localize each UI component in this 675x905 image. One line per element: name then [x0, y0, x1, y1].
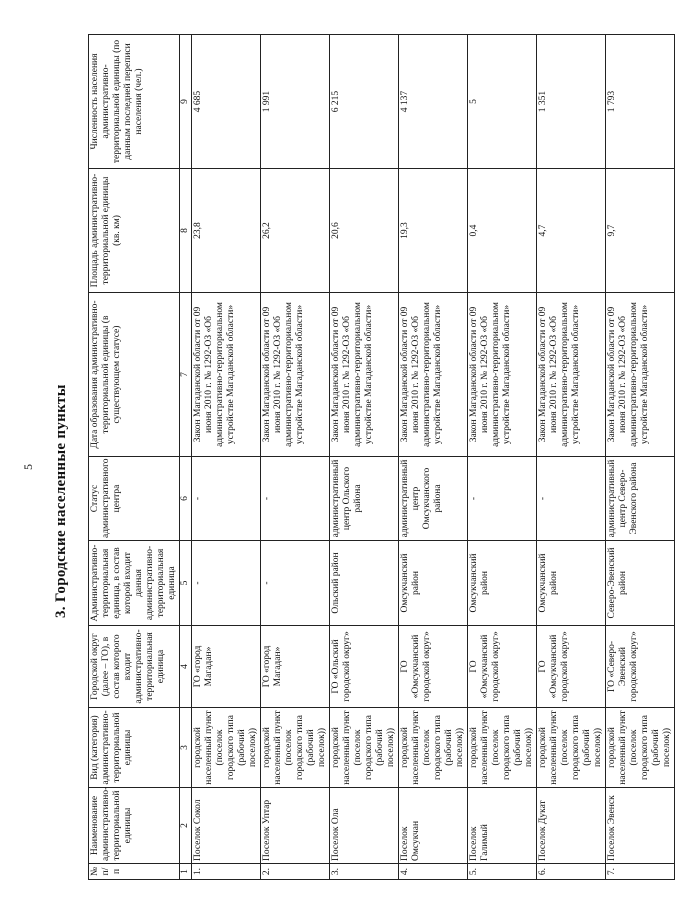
header-cell: № п/п [89, 864, 180, 880]
table-row [330, 35, 399, 880]
admin-unit: Ольский район [330, 541, 399, 626]
column-number: 2 [180, 788, 192, 864]
admin-unit: Омсукчанский район [468, 541, 537, 626]
column-number-row [180, 35, 192, 880]
row-number: 4. [399, 864, 468, 880]
population-value: 1 991 [261, 35, 330, 169]
settlement-name: Поселок Сокол [192, 788, 261, 864]
settlement-name: Поселок Ола [330, 788, 399, 864]
header-row [89, 35, 180, 880]
column-number: 5 [180, 541, 192, 626]
table-row [537, 35, 606, 880]
row-number: 2. [261, 864, 330, 880]
population-value: 6 215 [330, 35, 399, 169]
urban-district: ГО «Омсукчанский городской округ» [537, 626, 606, 708]
admin-unit: Северо-Эвенский район [606, 541, 675, 626]
header-cell: Дата образования административно-территориальной единицы (в существующем статусе) [89, 293, 180, 457]
settlement-name: Поселок Эвенск [606, 788, 675, 864]
population-value: 4 685 [192, 35, 261, 169]
column-number: 3 [180, 708, 192, 788]
formation-date: Закон Магаданской области от 09 июня 2010 г. № 1292-ОЗ «Об административно-территориальном устройстве Магаданской области» [399, 293, 468, 457]
table-row [192, 35, 261, 880]
header-cell: Административно-территориальная единица, в состав которой входит данная административно-территориальная единица [89, 541, 180, 626]
table-row [606, 35, 675, 880]
population-value: 1 351 [537, 35, 606, 169]
header-cell: Численность населения административно-территориальной единицы (по данным последней переписи населения (чел.) [89, 35, 180, 169]
column-number: 6 [180, 457, 192, 541]
admin-center-status: административный центр Омсукчанского района [399, 457, 468, 541]
admin-unit: Омсукчанский район [537, 541, 606, 626]
table-row [261, 35, 330, 880]
table-row [399, 35, 468, 880]
settlement-type: городской населенный пункт (поселок городского типа (рабочий поселок)) [261, 708, 330, 788]
section-heading: 3. Городские населенные пункты [53, 384, 69, 618]
settlement-type: городской населенный пункт (поселок городского типа (рабочий поселок)) [330, 708, 399, 788]
urban-district: ГО «Северо-Эвенский городской округ» [606, 626, 675, 708]
column-number: 4 [180, 626, 192, 708]
settlement-name: Поселок Уптар [261, 788, 330, 864]
area-value: 0,4 [468, 169, 537, 293]
area-value: 26,2 [261, 169, 330, 293]
settlement-name: Поселок Галимый [468, 788, 537, 864]
settlements-table [88, 34, 675, 880]
area-value: 20,6 [330, 169, 399, 293]
urban-district: ГО «Ольский городской округ» [330, 626, 399, 708]
admin-center-status: - [192, 457, 261, 541]
area-value: 9,7 [606, 169, 675, 293]
admin-center-status: административный центр Ольского района [330, 457, 399, 541]
row-number: 5. [468, 864, 537, 880]
population-value: 5 [468, 35, 537, 169]
admin-center-status: - [468, 457, 537, 541]
formation-date: Закон Магаданской области от 09 июня 2010 г. № 1292-ОЗ «Об административно-территориальном устройстве Магаданской области» [468, 293, 537, 457]
settlement-type: городской населенный пункт (поселок городского типа (рабочий поселок)) [399, 708, 468, 788]
header-cell: Площадь административно-территориальной единицы (кв. км) [89, 169, 180, 293]
settlement-name: Поселок Дукат [537, 788, 606, 864]
admin-center-status: административный центр Северо-Эвенского района [606, 457, 675, 541]
area-value: 19,3 [399, 169, 468, 293]
column-number: 1 [180, 864, 192, 880]
urban-district: ГО «город Магадан» [261, 626, 330, 708]
area-value: 23,8 [192, 169, 261, 293]
page-number: 5 [21, 464, 35, 470]
settlement-type: городской населенный пункт (поселок городского типа (рабочий поселок)) [468, 708, 537, 788]
column-number: 9 [180, 35, 192, 169]
settlement-type: городской населенный пункт (поселок городского типа (рабочий поселок)) [606, 708, 675, 788]
urban-district: ГО «Омсукчанский городской округ» [468, 626, 537, 708]
settlement-name: Поселок Омсукчан [399, 788, 468, 864]
admin-unit: - [261, 541, 330, 626]
column-number: 8 [180, 169, 192, 293]
formation-date: Закон Магаданской области от 09 июня 2010 г. № 1292-ОЗ «Об административно-территориальном устройстве Магаданской области» [192, 293, 261, 457]
formation-date: Закон Магаданской области от 09 июня 2010 г. № 1292-ОЗ «Об административно-территориальном устройстве Магаданской области» [537, 293, 606, 457]
settlement-type: городской населенный пункт (поселок городского типа (рабочий поселок)) [192, 708, 261, 788]
table-row [468, 35, 537, 880]
admin-center-status: - [261, 457, 330, 541]
header-cell: Городской округ (далее – ГО), в состав которого входит административно-территориальная единица [89, 626, 180, 708]
row-number: 3. [330, 864, 399, 880]
header-cell: Статус административного центра [89, 457, 180, 541]
row-number: 6. [537, 864, 606, 880]
admin-unit: - [192, 541, 261, 626]
urban-district: ГО «город Магадан» [192, 626, 261, 708]
area-value: 4,7 [537, 169, 606, 293]
formation-date: Закон Магаданской области от 09 июня 2010 г. № 1292-ОЗ «Об административно-территориальном устройстве Магаданской области» [330, 293, 399, 457]
formation-date: Закон Магаданской области от 09 июня 2010 г. № 1292-ОЗ «Об административно-территориальном устройстве Магаданской области» [261, 293, 330, 457]
population-value: 1 793 [606, 35, 675, 169]
header-cell: Наименование административно-территориальной единицы [89, 788, 180, 864]
admin-center-status: - [537, 457, 606, 541]
rotated-content [21, 35, 672, 880]
row-number: 1. [192, 864, 261, 880]
population-value: 4 137 [399, 35, 468, 169]
column-number: 7 [180, 293, 192, 457]
header-cell: Вид (категория) административно-территориальной единицы [89, 708, 180, 788]
formation-date: Закон Магаданской области от 09 июня 2010 г. № 1292-ОЗ «Об административно-территориальном устройстве Магаданской области» [606, 293, 675, 457]
settlement-type: городской населенный пункт (поселок городского типа (рабочий поселок)) [537, 708, 606, 788]
urban-district: ГО «Омсукчанский городской округ» [399, 626, 468, 708]
row-number: 7. [606, 864, 675, 880]
admin-unit: Омсукчанский район [399, 541, 468, 626]
